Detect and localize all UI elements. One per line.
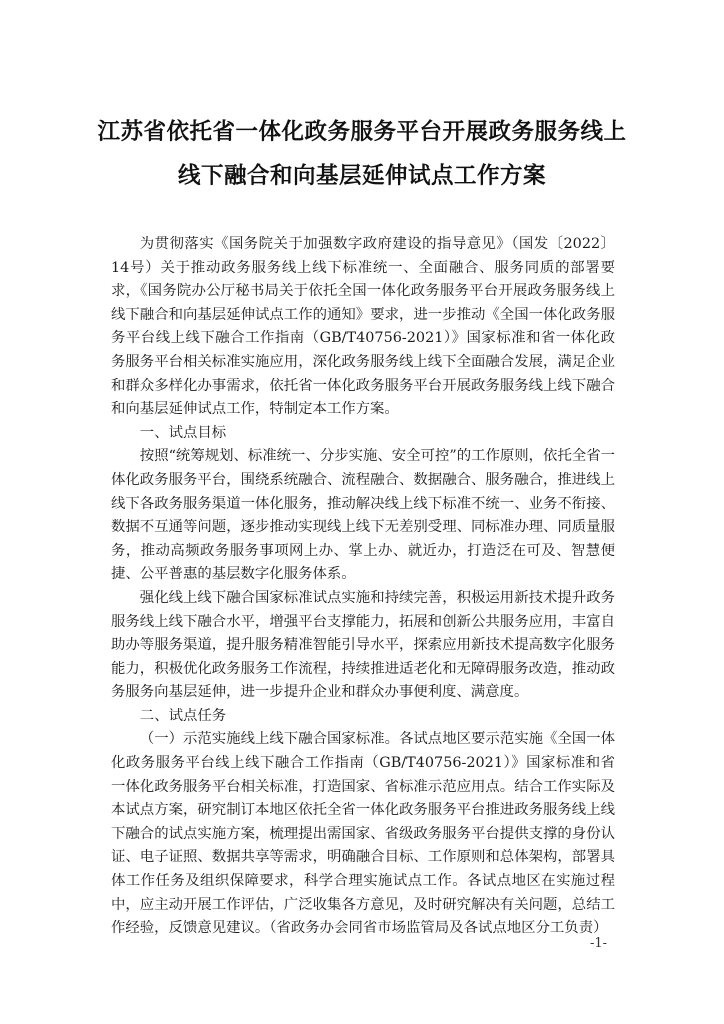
paragraph-goals-1: 按照“统筹规划、标准统一、分步实施、安全可控”的工作原则，依托全省一体化政务服务平台，围绕系统融合、流程融合、数据融合、服务融合，推进线上线下各政务服务渠道一体化服务，推动解决线上线下标准不统一、业务不衔接、数据不互通等问题，逐步推动实现线上线下无差别受理、同标准办理、同质量服务，推动高频政务服务事项网上办、掌上办、就近办，打造泛在可及、智慧便捷、公平普惠的基层数字化服务体系。	[111, 448, 616, 583]
paragraph-task-1: （一）示范实施线上线下融合国家标准。各试点地区要示范实施《全国一体化政务服务平台线上线下融合工作指南（GB/T40756-2021）》国家标准和省一体化政务服务平台相关标准，打造国家、省标准示范应用点。结合工作实际及本试点方案，研究制订本地区依托全省一体化政务服务平台推进政务服务线上线下融合的试点实施方案，梳理提出需国家、省级政务服务平台提供支撑的身份认证、电子证照、数据共享等需求，明确融合目标、工作原则和总体架构，部署具体工作任务及组织保障要求，科学合理实施试点工作。各试点地区在实施过程中，应主动开展工作评估，广泛收集各方意见，及时研究解决有关问题，总结工作经验，反馈意见建议。（省政务办会同省市场监管局及各试点地区分工负责）	[111, 731, 615, 937]
section-heading-goals: 一、试点目标	[139, 424, 227, 441]
document-title-line-2: 线下融合和向基层延伸试点工作方案	[177, 163, 546, 189]
document-body	[111, 233, 615, 941]
paragraph-intro: 为贯彻落实《国务院关于加强数字政府建设的指导意见》（国发〔2022〕14号）关于推动政务服务线上线下标准统一、全面融合、服务同质的部署要求，《国务院办公厅秘书局关于依托全国一体化政务服务平台开展政务服务线上线下融合和向基层延伸试点工作的通知》要求，进一步推动《全国一体化政务服务平台线上线下融合工作指南（GB/T40756-2021）》国家标准和省一体化政务服务平台相关标准实施应用，深化政务服务线上线下全面融合发展，满足企业和群众多样化办事需求，依托省一体化政务服务平台开展政务服务线上线下融合和向基层延伸试点工作，特制定本工作方案。	[111, 236, 615, 418]
page-number: -1-	[590, 936, 608, 951]
paragraph-goals-2: 强化线上线下融合国家标准试点实施和持续完善，积极运用新技术提升政务服务线上线下融合水平，增强平台支撑能力，拓展和创新公共服务应用，丰富自助办等服务渠道，提升服务精准智能引导水平，探索应用新技术提高数字化服务能力，积极优化政务服务工作流程，持续推进适老化和无障碍服务改造，推动政务服务向基层延伸，进一步提升企业和群众办事便利度、满意度。	[111, 589, 615, 701]
document-title-line-1: 江苏省依托省一体化政务服务平台开展政务服务线上	[97, 119, 627, 145]
section-heading-tasks: 二、试点任务	[139, 707, 227, 724]
